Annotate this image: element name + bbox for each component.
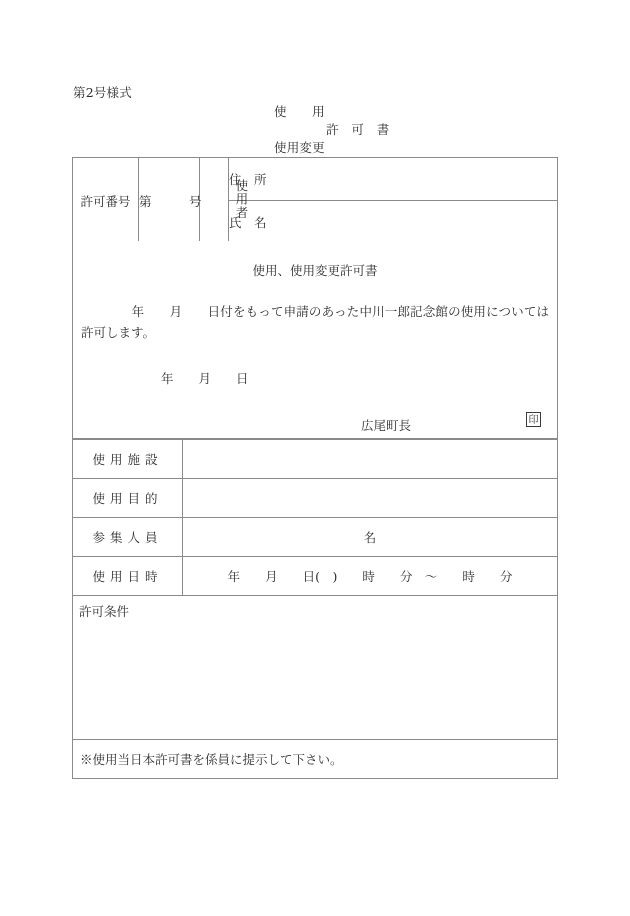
table-row [73, 518, 558, 557]
attendance-value[interactable]: 名 [183, 518, 558, 557]
statement-heading: 使用、使用変更許可書 [252, 263, 378, 278]
title-line-use-change: 使用変更 [274, 140, 325, 155]
conditions-label[interactable]: 許可条件 [73, 596, 558, 740]
permit-number-label: 許可番号 [73, 158, 139, 244]
facility-value[interactable] [183, 440, 558, 479]
attendance-label: 参集人員 [73, 518, 183, 557]
usage-detail-table [72, 439, 558, 779]
table-row [73, 740, 558, 779]
table-row [73, 158, 558, 201]
address-label: 住 所 [229, 158, 558, 201]
title-line-permit: 許 可 書 [326, 122, 390, 137]
issue-date-line[interactable]: 年 月 日 [161, 371, 249, 386]
user-label-text: 使用者 [233, 178, 249, 220]
usage-datetime-label: 使用日時 [73, 557, 183, 596]
purpose-label: 使用目的 [73, 479, 183, 518]
table-row [73, 440, 558, 479]
permit-statement-block [72, 241, 558, 439]
form-number: 第2号様式 [73, 85, 132, 100]
footnote-text: ※使用当日本許可書を係員に提示して下さい。 [73, 740, 558, 779]
table-row [73, 596, 558, 740]
permit-user-table [72, 157, 558, 244]
facility-label: 使用施設 [73, 440, 183, 479]
purpose-value[interactable] [183, 479, 558, 518]
signer-title: 広尾町長 [361, 418, 412, 433]
title-line-use: 使 用 [274, 104, 325, 119]
name-label: 氏 名 [229, 201, 558, 244]
statement-paragraph: 年 月 日付をもって申請のあった中川一郎記念館の使用については許可します。 [81, 304, 549, 340]
permit-number-value[interactable]: 第 号 [139, 158, 200, 244]
table-row [73, 557, 558, 596]
document-title [72, 100, 558, 156]
usage-datetime-value[interactable]: 年 月 日( ) 時 分 ～ 時 分 [183, 557, 558, 596]
seal-icon: 印 [526, 412, 541, 427]
table-row [73, 479, 558, 518]
